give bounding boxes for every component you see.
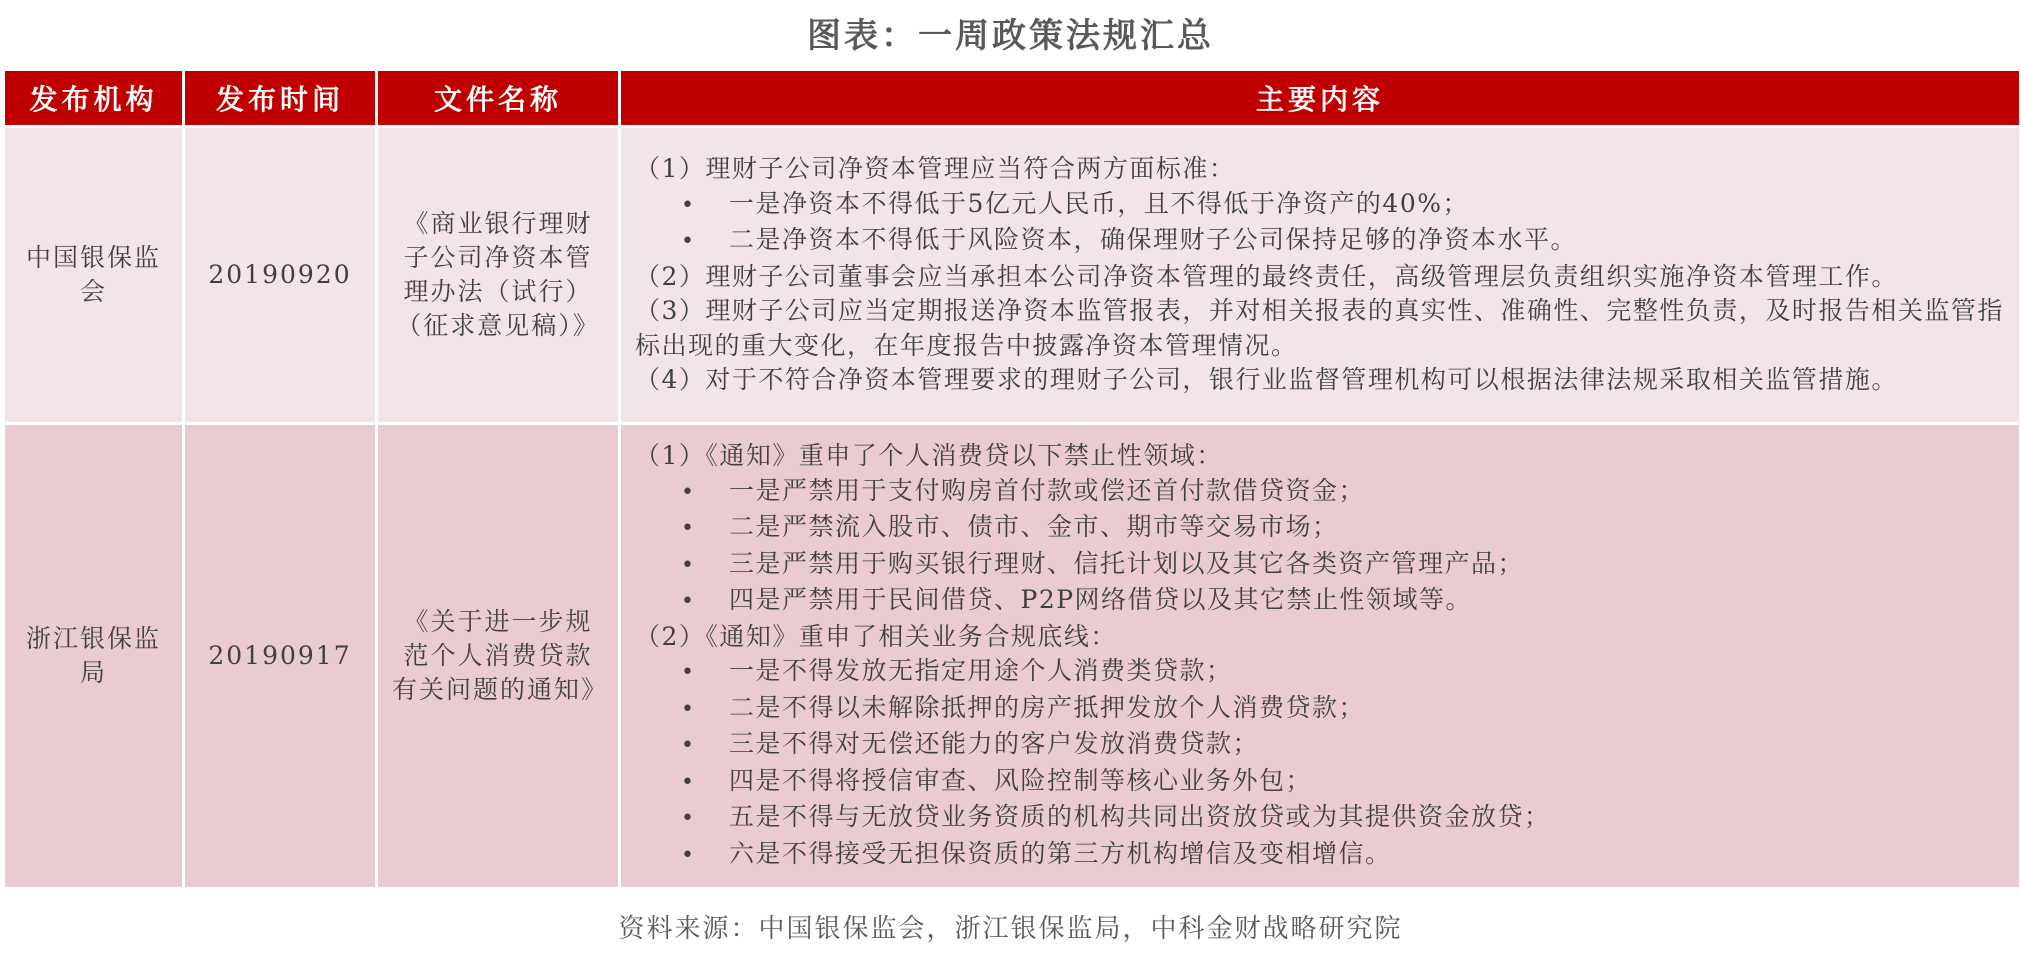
table-row — [4, 424, 2021, 889]
bullet-text: 三是不得对无偿还能力的客户发放消费贷款； — [729, 729, 1260, 758]
bullet-text: 二是严禁流入股市、债市、金市、期市等交易市场； — [729, 512, 1339, 541]
source-note: 资料来源：中国银保监会，浙江银保监局，中科金财战略研究院 — [618, 914, 1403, 944]
content-paragraph: （1）理财子公司净资本管理应当符合两方面标准： — [635, 154, 1236, 184]
bullet-icon: • — [681, 696, 696, 722]
bullet-icon: • — [681, 660, 696, 685]
table-header-row — [4, 71, 2021, 127]
bullet-text: 二是净资本不得低于风险资本，确保理财子公司保持足够的净资本水平。 — [729, 225, 1578, 255]
bullet-text: 四是严禁用于民间借贷、P2P网络借贷以及其它禁止性领域等。 — [729, 585, 1473, 614]
header-doc: 文件名称 — [377, 71, 620, 127]
bullet-icon: • — [681, 229, 696, 255]
cell-content — [620, 424, 2021, 889]
content-bullet — [635, 764, 2013, 801]
content-bullet — [635, 583, 2013, 620]
cell-doc: 《商业银行理财子公司净资本管理办法（试行）（征求意见稿）》 — [377, 127, 620, 424]
content-bullet — [635, 547, 2013, 584]
content-bullet — [635, 510, 2013, 547]
bullet-text: 四是不得将授信审查、风险控制等核心业务外包； — [729, 765, 1313, 795]
bullet-icon: • — [681, 192, 696, 218]
bullet-text: 六是不得接受无担保资质的第三方机构增信及变相增信。 — [729, 838, 1392, 868]
content-bullet — [635, 223, 2013, 260]
bullet-icon: • — [681, 516, 696, 541]
bullet-icon: • — [681, 806, 696, 831]
content-bullet — [635, 187, 2013, 224]
bullet-text: 五是不得与无放贷业务资质的机构共同出资放贷或为其提供资金放贷； — [729, 802, 1551, 831]
bullet-icon: • — [681, 589, 696, 614]
bullet-icon: • — [681, 479, 696, 505]
chart-title: 图表：一周政策法规汇总 — [807, 16, 1214, 56]
content-bullet — [635, 800, 2013, 837]
header-date: 发布时间 — [184, 71, 377, 127]
cell-date: 20190920 — [184, 127, 377, 424]
content-paragraph: （2）《通知》重申了相关业务合规底线： — [635, 621, 1117, 651]
bullet-icon: • — [681, 769, 696, 795]
cell-content — [620, 127, 2021, 424]
content-bullet — [635, 474, 2013, 511]
content-paragraph: （4）对于不符合净资本管理要求的理财子公司，银行业监督管理机构可以根据法律法规采取相关监管措施。 — [635, 365, 1898, 395]
policy-table — [2, 71, 2021, 890]
content-bullet — [635, 654, 2013, 691]
content-bullet — [635, 727, 2013, 764]
cell-doc: 《关于进一步规范个人消费贷款有关问题的通知》 — [377, 424, 620, 889]
bullet-text: 一是不得发放无指定用途个人消费类贷款； — [729, 656, 1233, 685]
content-bullet — [635, 837, 2013, 874]
cell-org: 浙江银保监局 — [4, 424, 184, 889]
bullet-icon: • — [681, 733, 696, 758]
bullet-text: 三是严禁用于购买银行理财、信托计划以及其它各类资产管理产品； — [729, 548, 1525, 578]
header-content: 主要内容 — [620, 71, 2021, 127]
cell-date: 20190917 — [184, 424, 377, 889]
content-bullet — [635, 691, 2013, 728]
header-org: 发布机构 — [4, 71, 184, 127]
content-paragraph: （2）理财子公司董事会应当承担本公司净资本管理的最终责任，高级管理层负责组织实施净资本管理工作。 — [635, 261, 1898, 291]
content-paragraph: （1）《通知》重申了个人消费贷以下禁止性领域： — [635, 441, 1223, 470]
content-paragraph: （3）理财子公司应当定期报送净资本监管报表，并对相关报表的真实性、准确性、完整性负责，及时报告相关监管指标出现的重大变化，在年度报告中披露净资本管理情况。 — [635, 296, 2004, 360]
bullet-text: 一是净资本不得低于5亿元人民币，且不得低于净资产的40%； — [729, 188, 1469, 218]
bullet-text: 一是严禁用于支付购房首付款或偿还首付款借贷资金； — [729, 475, 1366, 505]
bullet-icon: • — [681, 552, 696, 578]
bullet-text: 二是不得以未解除抵押的房产抵押发放个人消费贷款； — [729, 692, 1366, 722]
table-row — [4, 127, 2021, 424]
bullet-icon: • — [681, 842, 696, 868]
cell-org: 中国银保监会 — [4, 127, 184, 424]
